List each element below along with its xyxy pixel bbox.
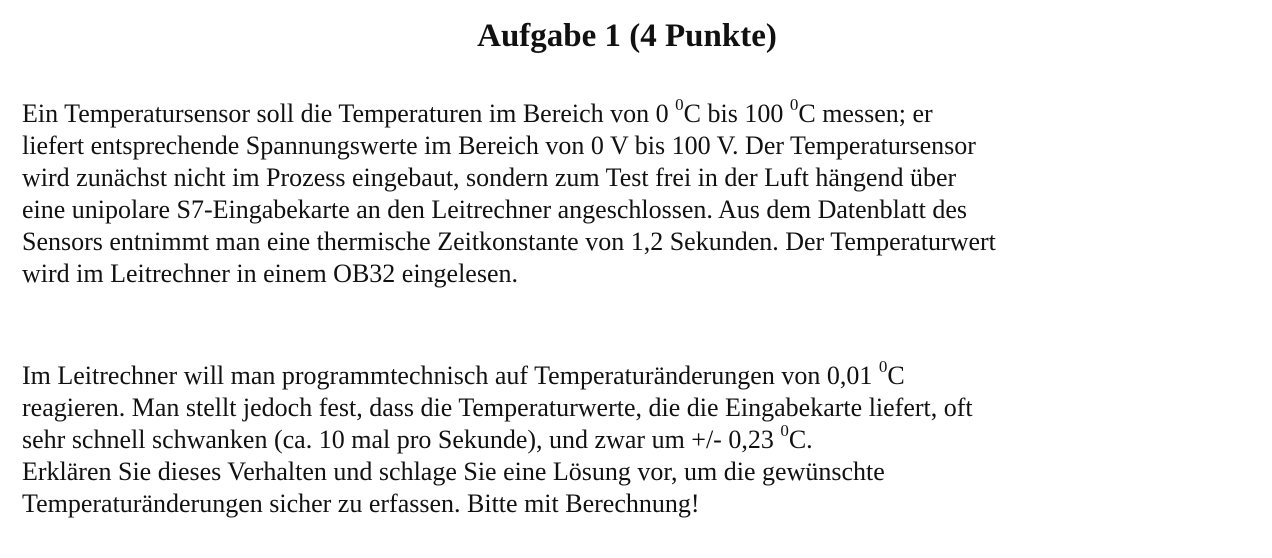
degree-superscript: 0: [780, 421, 789, 441]
paragraph-sensor-description: [22, 95, 1262, 290]
text-line: [22, 357, 1262, 392]
text-line: [22, 421, 1262, 456]
text-line: Erklären Sie dieses Verhalten und schlage Sie eine Lösung vor, um die gewünschte: [22, 457, 885, 486]
text-line: wird im Leitrechner in einem OB32 eingelesen.: [22, 259, 519, 288]
page-title: Aufgabe 1 (4 Punkte): [477, 18, 777, 54]
degree-superscript: 0: [878, 357, 888, 377]
text-segment: Ein Temperatursensor soll die Temperaturen im Bereich von 0: [22, 99, 676, 128]
text-line: eine unipolare S7-Eingabekarte an den Leitrechner angeschlossen. Aus dem Datenblatt des: [22, 195, 968, 224]
text-segment: C messen; er: [798, 99, 933, 128]
degree-superscript: 0: [789, 95, 799, 115]
text-segment: sehr schnell schwanken (ca. 10 mal pro Sekunde), und zwar um +/- 0,23: [22, 425, 781, 454]
text-line: liefert entsprechende Spannungswerte im Bereich von 0 V bis 100 V. Der Temperatursensor: [22, 131, 976, 160]
text-line: reagieren. Man stellt jedoch fest, dass die Temperaturwerte, die die Eingabekarte liefert, oft: [22, 393, 973, 422]
text-segment: C: [887, 361, 905, 390]
text-line: Temperaturänderungen sicher zu erfassen. Bitte mit Berechnung!: [22, 489, 700, 518]
text-segment: Im Leitrechner will man programmtechnisch auf Temperaturänderungen von 0,01: [22, 361, 879, 390]
text-line: [22, 95, 1262, 130]
degree-superscript: 0: [675, 95, 684, 115]
text-line: wird zunächst nicht im Prozess eingebaut, sondern zum Test frei in der Luft hängend über: [22, 163, 957, 192]
paragraph-task-question: [22, 357, 1262, 520]
text-segment: C bis 100: [683, 99, 790, 128]
text-segment: C.: [788, 425, 813, 454]
text-line: Sensors entnimmt man eine thermische Zeitkonstante von 1,2 Sekunden. Der Temperaturwert: [22, 227, 996, 256]
